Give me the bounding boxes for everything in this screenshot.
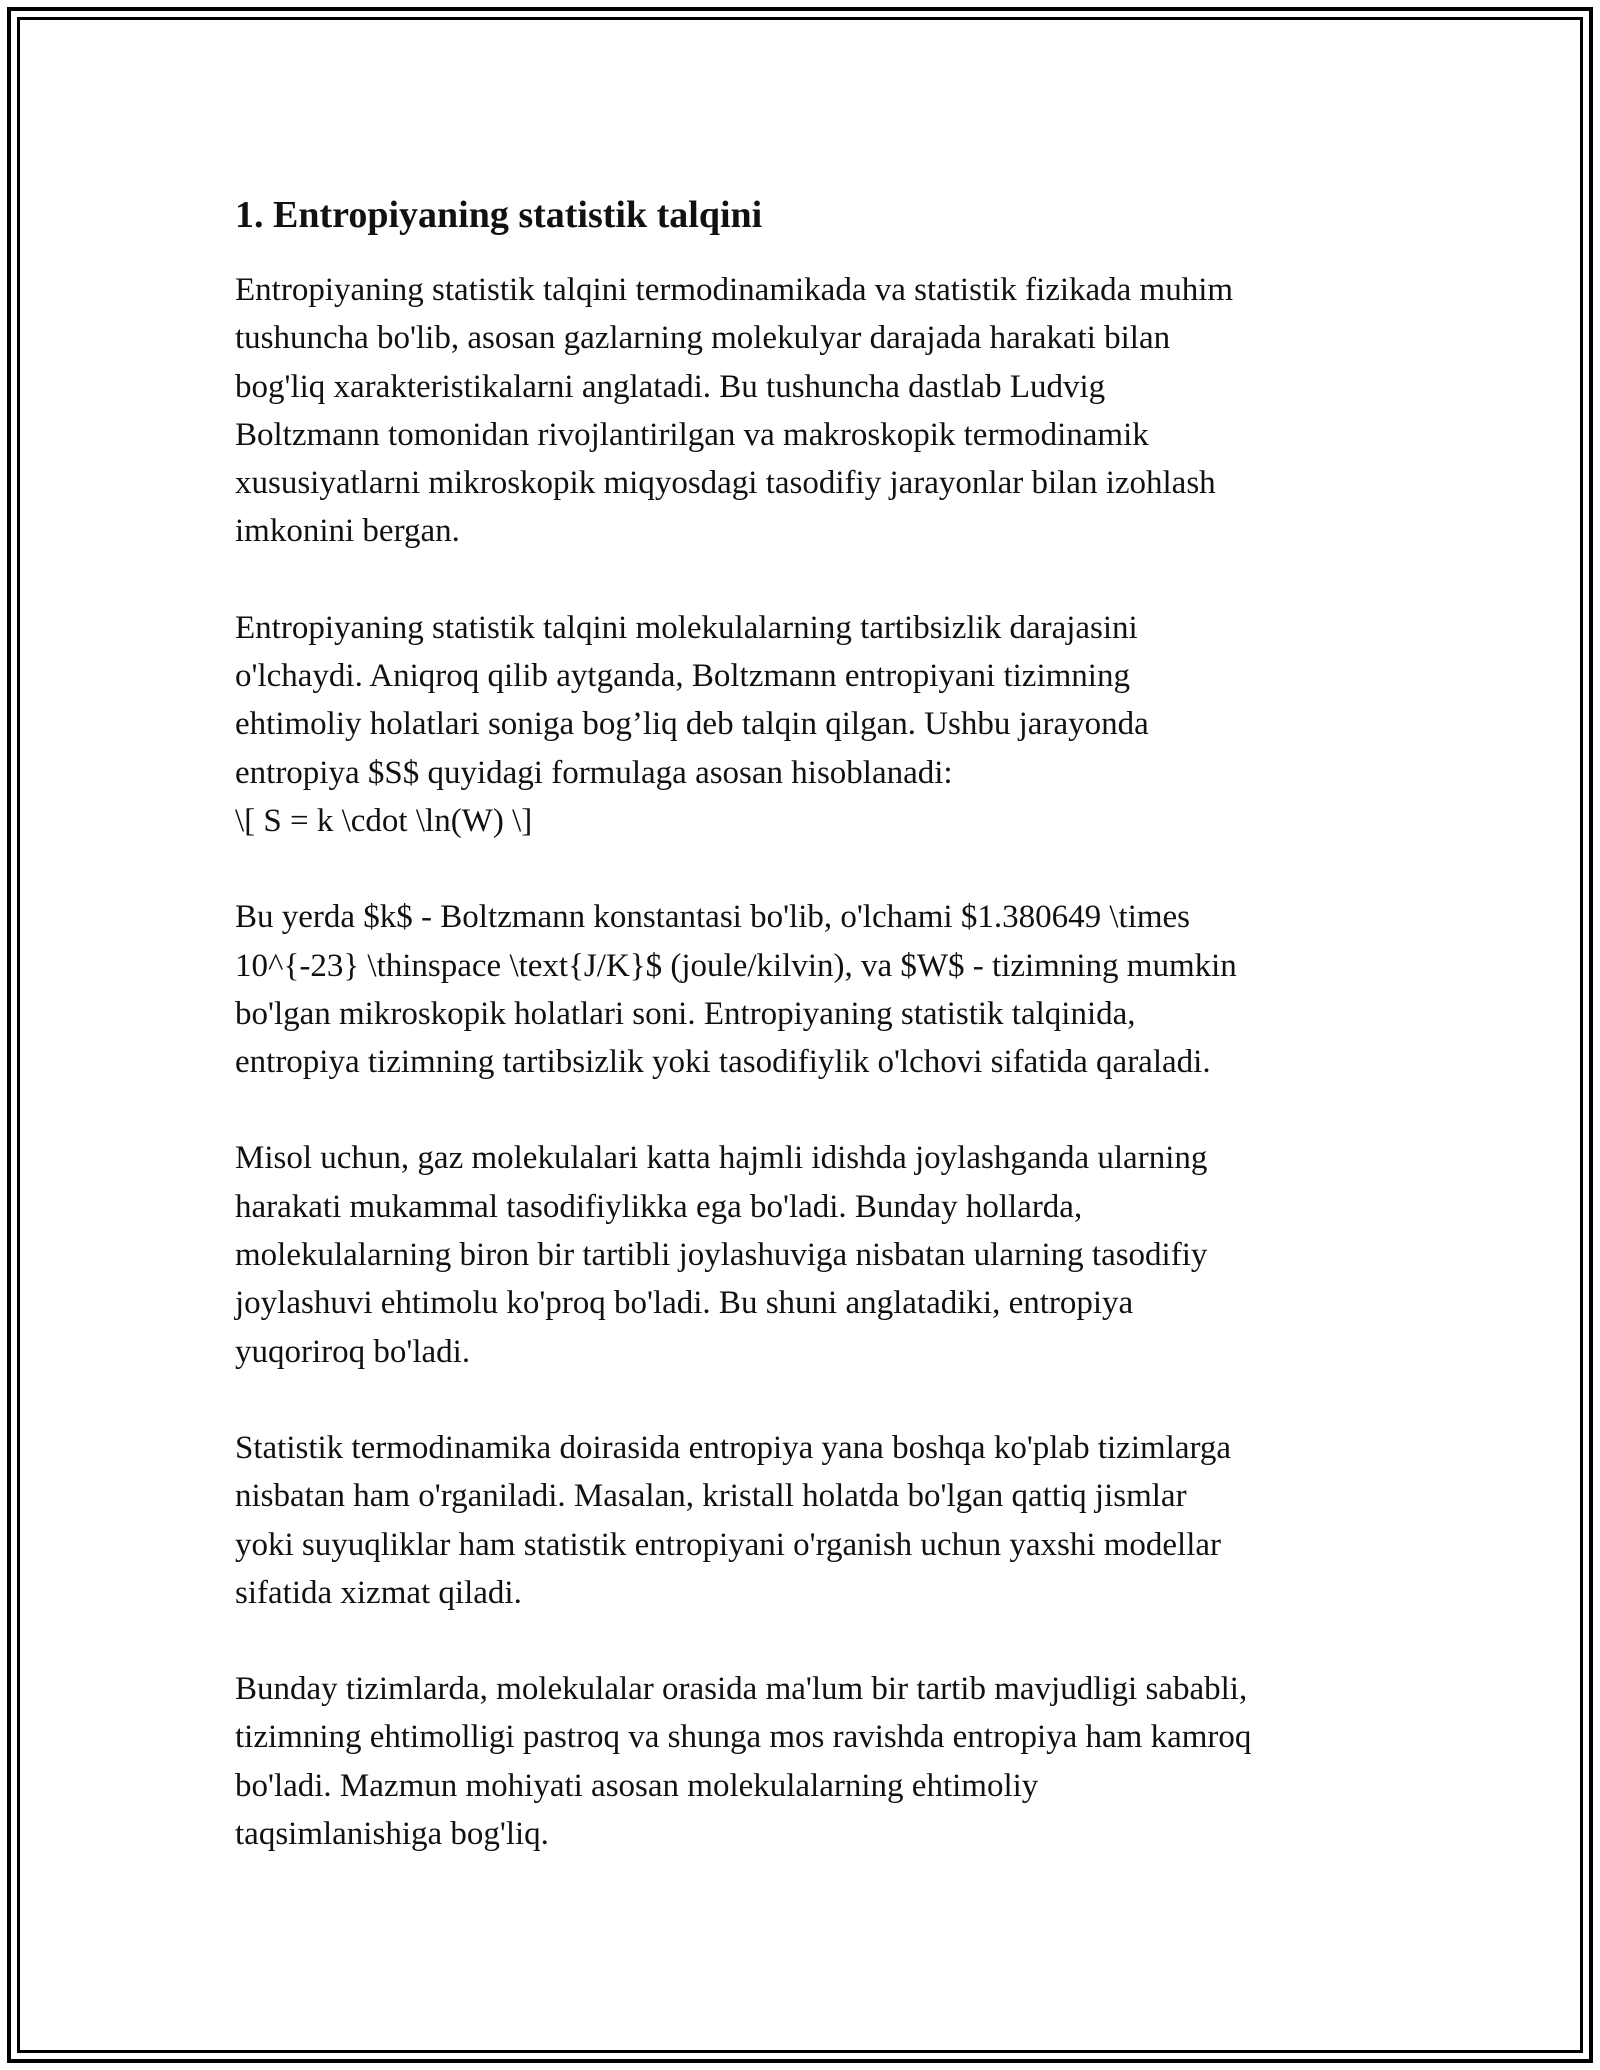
text-line: 10^{-23} \thinspace \text{J/K}$ (joule/kilvin), va $W$ - tizimning mumkin — [235, 947, 1237, 984]
text-line: Bunday tizimlarda, molekulalar orasida ma'lum bir tartib mavjudligi sababli, — [235, 1671, 1248, 1708]
text-line: harakati mukammal tasodifiylikka ega bo'ladi. Bunday hollarda, — [235, 1188, 1083, 1225]
text-line: xususiyatlarni mikroskopik miqyosdagi tasodifiy jarayonlar bilan izohlash — [235, 465, 1216, 502]
text-line: bog'liq xarakteristikalarni anglatadi. Bu tushuncha dastlab Ludvig — [235, 368, 1106, 405]
text-line: imkonini bergan. — [235, 513, 460, 550]
text-line: Entropiyaning statistik talqini molekulalarning tartibsizlik darajasini — [235, 609, 1138, 646]
text-line: yuqoriroq bo'ladi. — [235, 1333, 471, 1370]
text-line: nisbatan ham o'rganiladi. Masalan, kristall holatda bo'lgan qattiq jismlar — [235, 1478, 1187, 1515]
text-line: taqsimlanishiga bog'liq. — [235, 1816, 549, 1853]
text-line: bo'ladi. Mazmun mohiyati asosan molekulalarning ehtimoliy — [235, 1767, 1039, 1804]
paragraph-formula — [235, 604, 1375, 845]
text-line: Bu yerda $k$ - Boltzmann konstantasi bo'lib, o'lchami $1.380649 \times — [235, 899, 1191, 936]
text-line: o'lchaydi. Aniqroq qilib aytganda, Boltzmann entropiyani tizimning — [235, 658, 1130, 695]
text-line: Statistik termodinamika doirasida entropiya yana boshqa ko'plab tizimlarga — [235, 1429, 1232, 1466]
text-line: sifatida xizmat qiladi. — [235, 1574, 522, 1611]
formula-line: \[ S = k \cdot \ln(W) \] — [235, 802, 533, 839]
text-line: yoki suyuqliklar ham statistik entropiyani o'rganish uchun yaxshi modellar — [235, 1526, 1222, 1563]
paragraph-intro — [235, 266, 1375, 556]
paragraph-statistical-thermodynamics — [235, 1424, 1375, 1617]
text-line: Misol uchun, gaz molekulalari katta hajmli idishda joylashganda ularning — [235, 1140, 1208, 1177]
paragraph-conclusion — [235, 1665, 1375, 1858]
text-line: molekulalarning biron bir tartibli joylashuviga nisbatan ularning tasodifiy — [235, 1237, 1208, 1274]
text-line: Entropiyaning statistik talqini termodinamikada va statistik fizikada muhim — [235, 272, 1234, 308]
text-line: tizimning ehtimolligi pastroq va shunga mos ravishda entropiya ham kamroq — [235, 1719, 1252, 1756]
text-line: ehtimoliy holatlari soniga bog’liq deb talqin qilgan. Ushbu jarayonda — [235, 706, 1149, 743]
document-body — [235, 190, 1375, 1906]
text-line: entropiya tizimning tartibsizlik yoki tasodifiylik o'lchovi sifatida qaraladi. — [235, 1044, 1211, 1081]
text-line: Boltzmann tomonidan rivojlantirilgan va makroskopik termodinamik — [235, 416, 1149, 453]
paragraph-constants — [235, 893, 1375, 1086]
paragraph-example — [235, 1134, 1375, 1375]
text-line: joylashuvi ehtimolu ko'proq bo'ladi. Bu shuni anglatadiki, entropiya — [235, 1285, 1134, 1322]
text-line: tushuncha bo'lib, asosan gazlarning molekulyar darajada harakati bilan — [235, 320, 1171, 357]
section-title: 1. Entropiyaning statistik talqini — [235, 194, 763, 236]
text-line: bo'lgan mikroskopik holatlari soni. Entropiyaning statistik talqinida, — [235, 995, 1136, 1032]
text-line: entropiya $S$ quyidagi formulaga asosan hisoblanadi: — [235, 754, 953, 791]
